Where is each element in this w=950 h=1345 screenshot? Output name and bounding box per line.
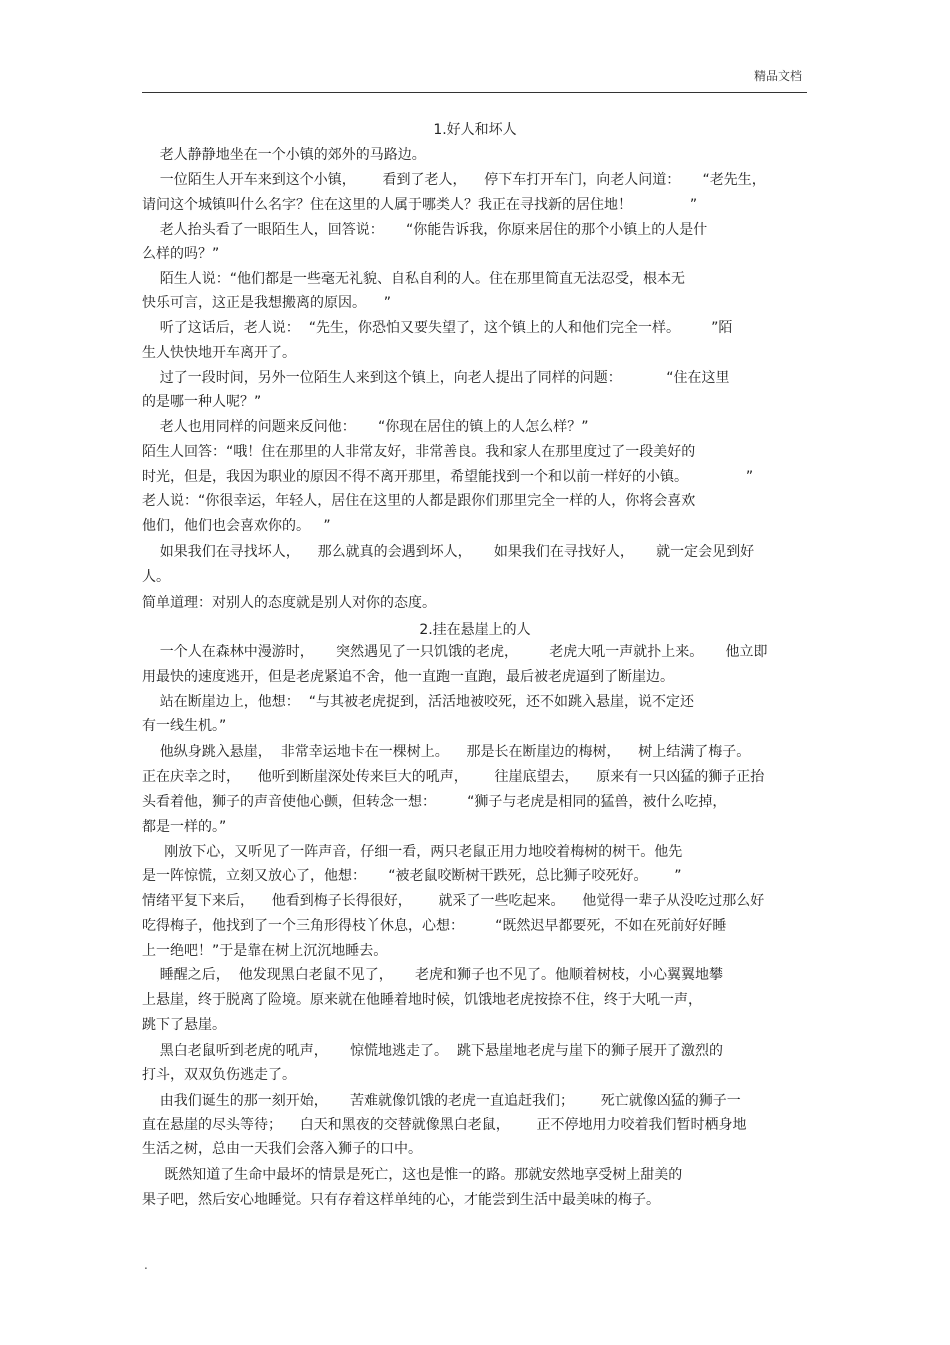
story-2-title: 2.挂在悬崖上的人 (419, 622, 531, 638)
paragraph-line: 一个人在森林中漫游时， 突然遇见了一只饥饿的老虎， 老虎大吼一声就扑上来。 他立即 (142, 644, 768, 660)
paragraph-line: 过了一段时间，另外一位陌生人来到这个镇上，向老人提出了同样的问题： “住在这里 (142, 370, 730, 386)
paragraph-line: 他们，他们也会喜欢你的。 ” (142, 518, 331, 534)
paragraph-line: 直在悬崖的尽头等待； 白天和黑夜的交替就像黑白老鼠， 正不停地用力咬着我们暂时栖身地 (142, 1117, 747, 1133)
paragraph-line: 果子吧，然后安心地睡觉。只有存着这样单纯的心，才能尝到生活中最美味的梅子。 (142, 1192, 660, 1208)
paragraph-line: 如果我们在寻找坏人， 那么就真的会遇到坏人， 如果我们在寻找好人， 就一定会见到好 (142, 544, 755, 560)
paragraph-line: 由我们诞生的那一刻开始， 苦难就像饥饿的老虎一直追赶我们； 死亡就像凶猛的狮子一 (142, 1093, 741, 1109)
paragraph-line: 陌生人回答：“哦！住在那里的人非常友好，非常善良。我和家人在那里度过了一段美好的 (142, 444, 696, 460)
story-1-title: 1.好人和坏人 (433, 122, 517, 138)
paragraph-line: 的是哪一种人呢？” (142, 394, 262, 410)
paragraph-line: 简单道理：对别人的态度就是别人对你的态度。 (142, 595, 436, 611)
footer-mark: . (144, 1258, 148, 1272)
paragraph-line: 情绪平复下来后， 他看到梅子长得很好， 就采了一些吃起来。 他觉得一辈子从没吃过那么好 (142, 893, 765, 909)
page-header-label: 精品文档 (753, 69, 802, 83)
paragraph-line: 上一绝吧！”于是靠在树上沉沉地睡去。 (142, 943, 388, 959)
paragraph-line: 有一线生机。” (142, 718, 227, 734)
paragraph-line: 用最快的速度逃开，但是老虎紧追不舍，他一直跑一直跑，最后被老虎逼到了断崖边。 (142, 669, 674, 685)
paragraph-line: 他纵身跳入悬崖， 非常幸运地卡在一棵树上。 那是长在断崖边的梅树， 树上结满了梅子。 (142, 744, 751, 760)
paragraph-line: 老人静静地坐在一个小镇的郊外的马路边。 (142, 147, 426, 163)
paragraph-line: 既然知道了生命中最坏的情景是死亡，这也是惟一的路。那就安然地享受树上甜美的 (142, 1167, 683, 1183)
paragraph-line: 站在断崖边上，他想： “与其被老虎捉到，活活地被咬死，还不如跳入悬崖，说不定还 (142, 694, 694, 710)
paragraph-line: 正在庆幸之时， 他听到断崖深处传来巨大的吼声， 往崖底望去， 原来有一只凶猛的狮子正抬 (142, 769, 765, 785)
paragraph-line: 头看着他，狮子的声音使他心颤，但转念一想： “狮子与老虎是相同的猛兽，被什么吃掉， (142, 794, 727, 810)
paragraph-line: 人。 (142, 569, 170, 585)
header-divider (142, 92, 807, 93)
paragraph-line: 听了这话后，老人说： “先生，你恐怕又要失望了，这个镇上的人和他们完全一样。 ”陌 (142, 320, 733, 336)
paragraph-line: 刚放下心，又听见了一阵声音，仔细一看，两只老鼠正用力地咬着梅树的树干。他先 (142, 844, 683, 860)
paragraph-line: 是一阵惊慌，立刻又放心了，他想： “被老鼠咬断树干跌死，总比狮子咬死好。 ” (142, 868, 682, 884)
paragraph-line: 跳下了悬崖。 (142, 1017, 226, 1033)
paragraph-line: 都是一样的。” (142, 819, 227, 835)
paragraph-line: 老人也用同样的问题来反问他： “你现在居住的镇上的人怎么样？” (142, 419, 589, 435)
paragraph-line: 么样的吗？” (142, 246, 220, 262)
paragraph-line: 吃得梅子，他找到了一个三角形得枝丫休息，心想： “既然迟早都要死，不如在死前好好睡 (142, 918, 727, 934)
paragraph-line: 快乐可言，这正是我想搬离的原因。 ” (142, 295, 392, 311)
paragraph-line: 睡醒之后， 他发现黑白老鼠不见了， 老虎和狮子也不见了。他顺着树枝，小心翼翼地攀 (142, 967, 723, 983)
paragraph-line: 黑白老鼠听到老虎的吼声， 惊慌地逃走了。 跳下悬崖地老虎与崖下的狮子展开了激烈的 (142, 1043, 723, 1059)
paragraph-line: 上悬崖，终于脱离了险境。原来就在他睡着地时候，饥饿地老虎按捺不住，终于大吼一声， (142, 992, 702, 1008)
paragraph-line: 生人快快地开车离开了。 (142, 345, 296, 361)
paragraph-line: 一位陌生人开车来到这个小镇， 看到了老人， 停下车打开车门，向老人问道： “老先生， (142, 172, 766, 188)
paragraph-line: 时光，但是，我因为职业的原因不得不离开那里，希望能找到一个和以前一样好的小镇。 ” (142, 469, 754, 485)
paragraph-line: 请问这个城镇叫什么名字？住在这里的人属于哪类人？我正在寻找新的居住地！ ” (142, 197, 698, 213)
paragraph-line: 老人说：“你很幸运，年轻人，居住在这里的人都是跟你们那里完全一样的人，你将会喜欢 (142, 493, 696, 509)
paragraph-line: 陌生人说：“他们都是一些毫无礼貌、自私自利的人。住在那里简直无法忍受，根本无 (142, 271, 686, 287)
paragraph-line: 老人抬头看了一眼陌生人，回答说： “你能告诉我，你原来居住的那个小镇上的人是什 (142, 222, 708, 238)
paragraph-line: 生活之树，总由一天我们会落入狮子的口中。 (142, 1141, 422, 1157)
paragraph-line: 打斗，双双负伤逃走了。 (142, 1067, 296, 1083)
